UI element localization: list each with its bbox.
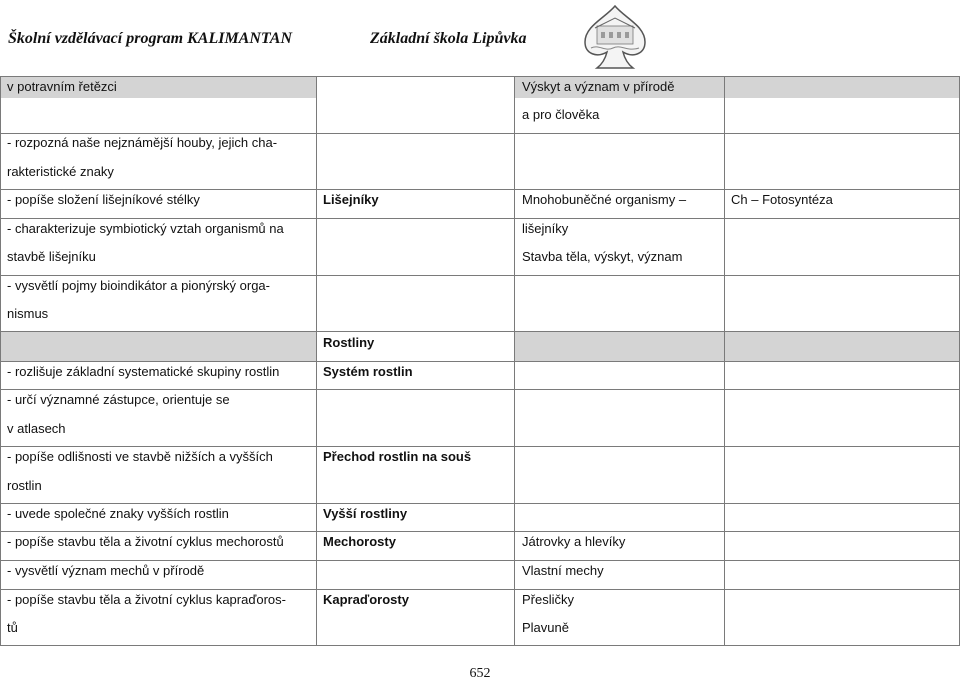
outcome-atlas-line1: - určí významné zástupce, orientuje se (7, 392, 230, 407)
topic-multicellular: Mnohobuněčné organismy – (522, 192, 687, 207)
outcome-fungi-line2: rakteristické znaky (7, 164, 114, 179)
page-number: 652 (469, 666, 491, 681)
topic-liverworts: Játrovky a hlevíky (522, 534, 626, 549)
outcome-higher-plants: - uvede společné znaky vyšších rostlin (7, 506, 229, 521)
outcome-atlas-line2: v atlasech (7, 421, 66, 436)
outcome-bioindicator-line2: nismus (7, 306, 49, 321)
topic-true-mosses: Vlastní mechy (522, 563, 604, 578)
spade-school-logo-icon (575, 2, 655, 72)
topic-occurrence-line1: Výskyt a význam v přírodě (522, 79, 675, 94)
subject-land-transition: Přechod rostlin na souš (323, 449, 472, 464)
outcome-symbiosis-line2: stavbě lišejníku (7, 249, 96, 264)
topic-horsetails: Přesličky (522, 592, 575, 607)
outcome-plant-groups: - rozlišuje základní systematické skupiny rostlin (7, 364, 280, 379)
topic-body-structure: Stavba těla, výskyt, význam (522, 249, 683, 264)
outcome-food-chain: v potravním řetězci (7, 79, 117, 94)
topic-occurrence-line2: a pro člověka (522, 107, 600, 122)
crosslink-photosynthesis: Ch – Fotosyntéza (731, 192, 833, 207)
outcome-differences-line1: - popíše odlišnosti ve stavbě nižších a vyšších (7, 449, 273, 464)
curriculum-table (0, 76, 960, 646)
subject-higher-plants: Vyšší rostliny (323, 506, 408, 521)
program-title: Školní vzdělávací program KALIMANTAN (8, 30, 293, 47)
page-header (0, 0, 960, 76)
subject-ferns: Kapraďorosty (323, 592, 409, 607)
row-shade-6 (0, 331, 316, 361)
outcome-differences-line2: rostlin (7, 478, 42, 493)
row-shade-6b (514, 331, 960, 361)
topic-clubmosses: Plavuně (522, 620, 569, 635)
subject-bryophytes: Mechorosty (323, 534, 396, 549)
school-name: Základní škola Lipůvka (370, 30, 527, 47)
outcome-symbiosis-line1: - charakterizuje symbiotický vztah organismů na (7, 221, 284, 236)
topic-lichens: lišejníky (522, 221, 569, 236)
outcome-fungi-line1: - rozpozná naše nejznámější houby, jejich cha- (7, 135, 278, 150)
outcome-bioindicator-line1: - vysvětlí pojmy bioindikátor a pionýrský orga- (7, 278, 270, 293)
subject-plants: Rostliny (323, 335, 375, 350)
outcome-bryophytes: - popíše stavbu těla a životní cyklus mechorostů (7, 534, 284, 549)
outcome-ferns-line2: tů (7, 620, 18, 635)
outcome-moss-importance: - vysvětlí význam mechů v přírodě (7, 563, 205, 578)
subject-plant-system: Systém rostlin (323, 364, 413, 379)
outcome-ferns-line1: - popíše stavbu těla a životní cyklus kapraďoros- (7, 592, 286, 607)
outcome-lichen-thallus: - popíše složení lišejníkové stélky (7, 192, 200, 207)
subject-lichens: Lišejníky (323, 192, 379, 207)
